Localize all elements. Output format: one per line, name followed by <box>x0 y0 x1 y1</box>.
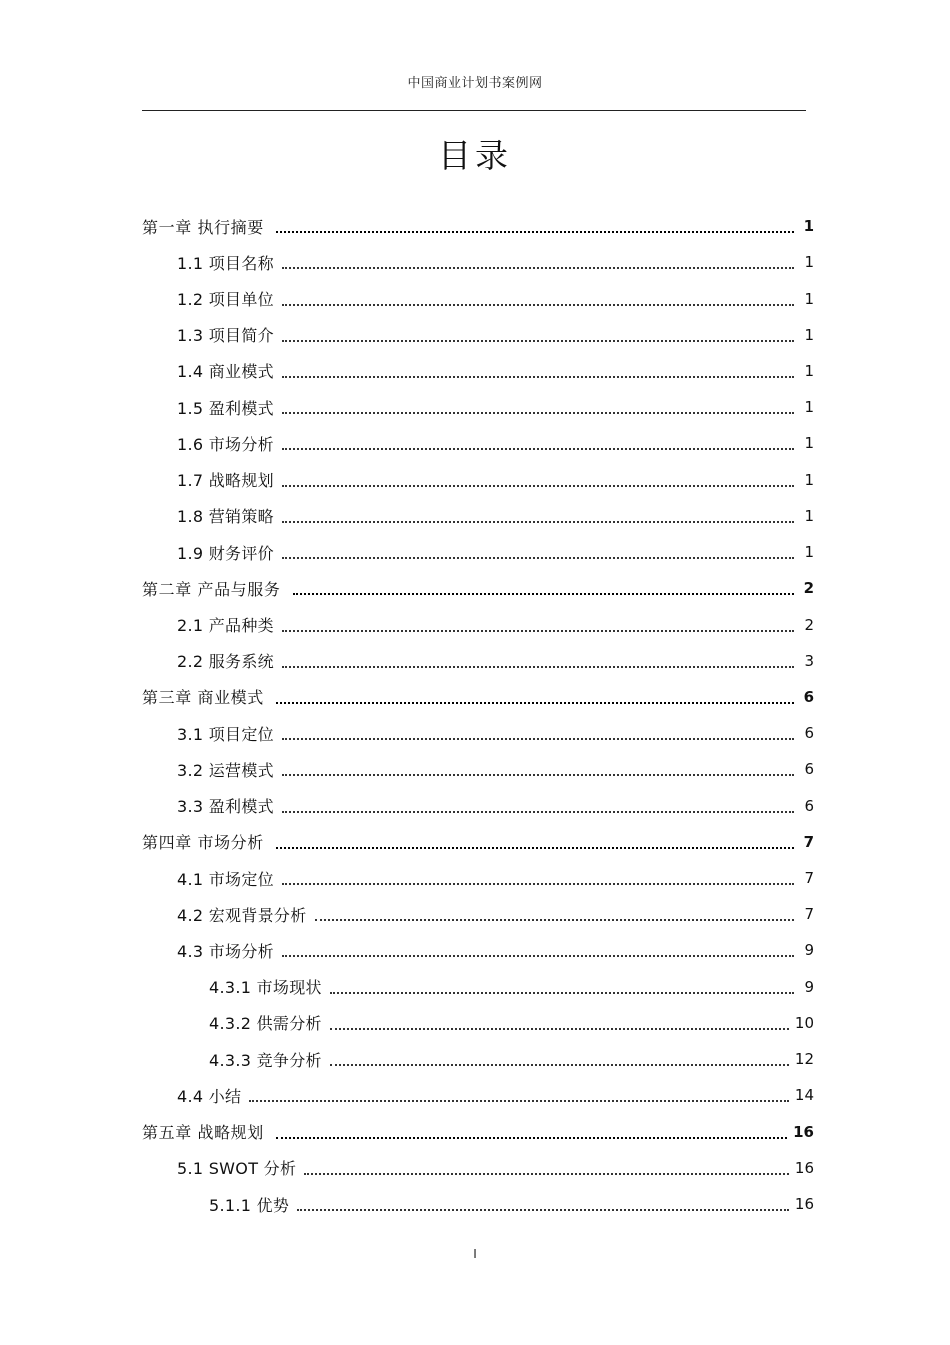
toc-entry-page: 6 <box>803 687 814 706</box>
toc-entry-page: 9 <box>804 977 814 996</box>
toc-entry[interactable] <box>142 317 814 353</box>
toc-entry[interactable] <box>142 1186 814 1222</box>
toc-entry-page: 10 <box>794 1013 814 1032</box>
toc-entry-page: 6 <box>804 796 814 815</box>
toc-entry-label: 1.8 营销策略 <box>177 507 274 527</box>
toc-entry-page: 16 <box>794 1158 814 1177</box>
toc-entry[interactable] <box>142 824 814 860</box>
toc-entry-label: 2.2 服务系统 <box>177 652 274 672</box>
toc-entry-page: 1 <box>804 434 814 453</box>
toc-entry-page: 1 <box>804 325 814 344</box>
toc-entry-label: 第一章 执行摘要 <box>142 217 264 237</box>
toc-entry-label: 3.2 运营模式 <box>177 760 274 780</box>
toc-dot-leader <box>282 883 794 885</box>
toc-dot-leader <box>282 376 794 378</box>
toc-dot-leader <box>282 304 794 306</box>
toc-entry[interactable] <box>142 208 814 244</box>
toc-dot-leader <box>282 811 794 813</box>
toc-entry-page: 2 <box>803 579 814 598</box>
toc-entry-page: 3 <box>804 651 814 670</box>
toc-entry-page: 1 <box>804 289 814 308</box>
toc-entry[interactable] <box>142 280 814 316</box>
header-rule <box>142 110 806 111</box>
toc-entry[interactable] <box>142 1150 814 1186</box>
toc-entry-label: 5.1.1 优势 <box>209 1195 290 1215</box>
toc-entry-label: 5.1 SWOT 分析 <box>177 1159 297 1179</box>
toc-entry-page: 1 <box>803 217 814 236</box>
toc-entry-label: 4.3.3 竞争分析 <box>209 1050 322 1070</box>
toc-entry-page: 1 <box>804 253 814 272</box>
toc-entry-label: 1.6 市场分析 <box>177 434 274 454</box>
toc-dot-leader <box>315 919 794 921</box>
toc-entry-label: 3.1 项目定位 <box>177 724 274 744</box>
toc-entry-page: 1 <box>804 543 814 562</box>
toc-dot-leader <box>282 412 794 414</box>
toc-entry-page: 16 <box>793 1122 814 1141</box>
toc-entry-label: 1.3 项目简介 <box>177 326 274 346</box>
toc-entry-page: 9 <box>804 941 814 960</box>
toc-entry[interactable] <box>142 896 814 932</box>
toc-entry[interactable] <box>142 462 814 498</box>
toc-entry-page: 14 <box>794 1086 814 1105</box>
toc-entry[interactable] <box>142 860 814 896</box>
page-title: 目录 <box>438 136 512 175</box>
toc-entry-page: 1 <box>804 470 814 489</box>
toc-entry-page: 7 <box>804 869 814 888</box>
toc-entry-label: 1.2 项目单位 <box>177 290 274 310</box>
toc-entry-label: 第四章 市场分析 <box>142 833 264 853</box>
toc-dot-leader <box>330 992 794 994</box>
toc-entry[interactable] <box>142 679 814 715</box>
toc-entry-label: 第三章 商业模式 <box>142 688 264 708</box>
toc-entry-page: 7 <box>803 832 814 851</box>
toc-dot-leader <box>276 1137 787 1139</box>
toc-dot-leader <box>276 847 794 849</box>
toc-entry-label: 1.5 盈利模式 <box>177 398 274 418</box>
toc-entry[interactable] <box>142 534 814 570</box>
toc-entry[interactable] <box>142 932 814 968</box>
toc-entry[interactable] <box>142 751 814 787</box>
toc-dot-leader <box>282 630 794 632</box>
toc-entry-page: 16 <box>794 1195 814 1214</box>
toc-entry-label: 第五章 战略规划 <box>142 1123 264 1143</box>
toc-entry[interactable] <box>142 570 814 606</box>
toc-dot-leader <box>282 267 794 269</box>
toc-dot-leader <box>304 1173 789 1175</box>
toc-entry[interactable] <box>142 389 814 425</box>
toc-dot-leader <box>276 702 794 704</box>
page-number: I <box>473 1247 477 1261</box>
toc-entry-label: 1.7 战略规划 <box>177 471 274 491</box>
toc-entry-label: 2.1 产品种类 <box>177 616 274 636</box>
page-header: 中国商业计划书案例网 <box>407 76 543 91</box>
toc-entry-page: 6 <box>804 760 814 779</box>
toc-entry[interactable] <box>142 1041 814 1077</box>
toc-dot-leader <box>276 231 794 233</box>
toc-entry-label: 4.3 市场分析 <box>177 941 274 961</box>
toc-entry-label: 1.1 项目名称 <box>177 253 274 273</box>
toc-dot-leader <box>282 955 794 957</box>
toc-entry[interactable] <box>142 498 814 534</box>
toc-entry-page: 1 <box>804 361 814 380</box>
table-of-contents <box>142 208 814 1222</box>
toc-entry[interactable] <box>142 1077 814 1113</box>
toc-entry[interactable] <box>142 425 814 461</box>
toc-dot-leader <box>293 593 795 595</box>
toc-entry-label: 4.2 宏观背景分析 <box>177 905 307 925</box>
toc-entry[interactable] <box>142 244 814 280</box>
toc-dot-leader <box>297 1209 789 1211</box>
toc-dot-leader <box>282 340 794 342</box>
toc-dot-leader <box>282 774 794 776</box>
toc-entry-label: 4.4 小结 <box>177 1086 242 1106</box>
toc-entry-label: 4.3.1 市场现状 <box>209 978 322 998</box>
toc-entry[interactable] <box>142 643 814 679</box>
toc-entry-page: 1 <box>804 398 814 417</box>
toc-entry[interactable] <box>142 353 814 389</box>
toc-dot-leader <box>330 1064 789 1066</box>
toc-entry-label: 4.1 市场定位 <box>177 869 274 889</box>
toc-entry[interactable] <box>142 1113 814 1149</box>
toc-entry-page: 6 <box>804 724 814 743</box>
toc-entry[interactable] <box>142 715 814 751</box>
toc-dot-leader <box>282 666 794 668</box>
toc-dot-leader <box>330 1028 789 1030</box>
toc-dot-leader <box>249 1100 789 1102</box>
toc-dot-leader <box>282 485 794 487</box>
toc-entry-label: 4.3.2 供需分析 <box>209 1014 322 1034</box>
toc-entry-page: 1 <box>804 506 814 525</box>
toc-entry-page: 2 <box>804 615 814 634</box>
toc-entry[interactable] <box>142 606 814 642</box>
toc-entry-label: 1.4 商业模式 <box>177 362 274 382</box>
toc-entry-page: 7 <box>804 905 814 924</box>
toc-entry[interactable] <box>142 969 814 1005</box>
toc-entry-label: 1.9 财务评价 <box>177 543 274 563</box>
toc-entry[interactable] <box>142 1005 814 1041</box>
toc-dot-leader <box>282 521 794 523</box>
toc-entry-label: 3.3 盈利模式 <box>177 797 274 817</box>
toc-dot-leader <box>282 738 794 740</box>
toc-entry[interactable] <box>142 788 814 824</box>
toc-dot-leader <box>282 448 794 450</box>
toc-dot-leader <box>282 557 794 559</box>
toc-entry-page: 12 <box>794 1050 814 1069</box>
toc-entry-label: 第二章 产品与服务 <box>142 579 281 599</box>
